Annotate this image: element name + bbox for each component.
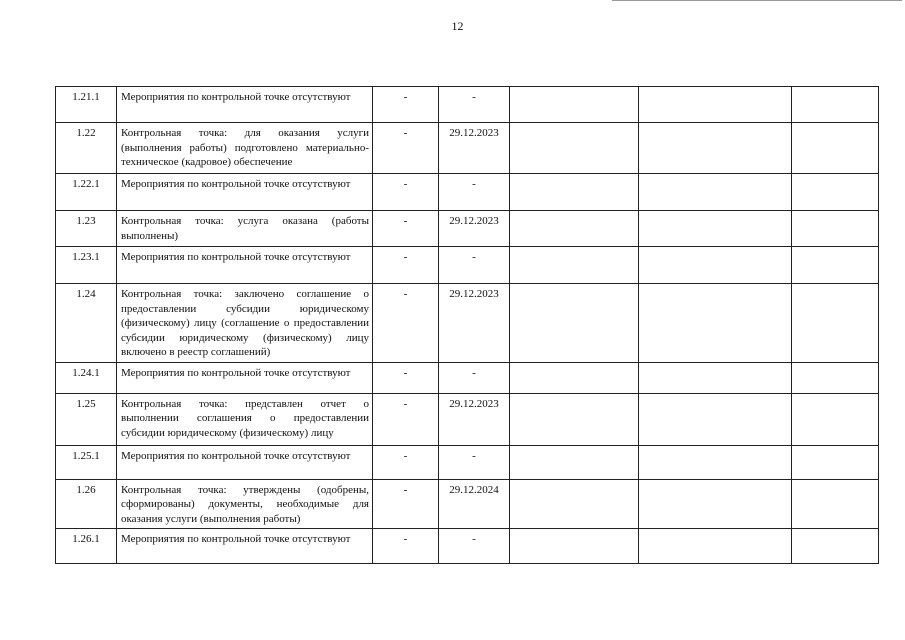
empty-cell-system	[792, 87, 879, 123]
empty-cell-system	[792, 123, 879, 174]
end-date-cell: -	[439, 529, 510, 564]
empty-cell-responsible	[510, 247, 639, 284]
start-date-cell: -	[373, 393, 439, 445]
table-row	[56, 123, 879, 174]
empty-cell-result	[639, 284, 792, 363]
empty-cell-responsible	[510, 123, 639, 174]
empty-cell-responsible	[510, 362, 639, 393]
control-point-name-cell: Контрольная точка: представлен отчет о выполнении соглашения о предоставлении субсидии юридическому (физическому) лицу	[117, 393, 373, 445]
empty-cell-system	[792, 445, 879, 479]
control-points-table	[55, 86, 879, 564]
table-row	[56, 284, 879, 363]
row-number-cell: 1.22	[56, 123, 117, 174]
empty-cell-responsible	[510, 211, 639, 247]
empty-cell-result	[639, 393, 792, 445]
table-row	[56, 445, 879, 479]
empty-cell-result	[639, 211, 792, 247]
start-date-cell: -	[373, 529, 439, 564]
row-number-cell: 1.23	[56, 211, 117, 247]
end-date-cell: 29.12.2023	[439, 284, 510, 363]
start-date-cell: -	[373, 284, 439, 363]
control-point-name-cell: Мероприятия по контрольной точке отсутствуют	[117, 362, 373, 393]
empty-cell-system	[792, 529, 879, 564]
start-date-cell: -	[373, 362, 439, 393]
end-date-cell: 29.12.2023	[439, 393, 510, 445]
empty-cell-result	[639, 362, 792, 393]
empty-cell-responsible	[510, 445, 639, 479]
empty-cell-result	[639, 123, 792, 174]
empty-cell-result	[639, 174, 792, 211]
table-body	[56, 87, 879, 564]
empty-cell-responsible	[510, 284, 639, 363]
row-number-cell: 1.24	[56, 284, 117, 363]
table-row	[56, 529, 879, 564]
empty-cell-system	[792, 393, 879, 445]
page-number: 12	[451, 19, 464, 33]
end-date-cell: 29.12.2023	[439, 123, 510, 174]
control-point-name-cell: Контрольная точка: утверждены (одобрены, сформированы) документы, необходимые для оказания услуги (выполнения работы)	[117, 479, 373, 529]
control-point-name-cell: Контрольная точка: для оказания услуги (выполнения работы) подготовлено материально-техническое (кадровое) обеспечение	[117, 123, 373, 174]
control-point-name-cell: Контрольная точка: услуга оказана (работы выполнены)	[117, 211, 373, 247]
empty-cell-responsible	[510, 174, 639, 211]
empty-cell-result	[639, 529, 792, 564]
table-row	[56, 174, 879, 211]
row-number-cell: 1.25	[56, 393, 117, 445]
top-edge-rule	[612, 0, 902, 1]
end-date-cell: -	[439, 445, 510, 479]
table-row	[56, 247, 879, 284]
empty-cell-system	[792, 247, 879, 284]
empty-cell-result	[639, 479, 792, 529]
row-number-cell: 1.25.1	[56, 445, 117, 479]
table-row	[56, 362, 879, 393]
empty-cell-system	[792, 211, 879, 247]
empty-cell-responsible	[510, 87, 639, 123]
start-date-cell: -	[373, 445, 439, 479]
control-point-name-cell: Мероприятия по контрольной точке отсутствуют	[117, 87, 373, 123]
end-date-cell: 29.12.2023	[439, 211, 510, 247]
table-row	[56, 211, 879, 247]
empty-cell-system	[792, 284, 879, 363]
empty-cell-responsible	[510, 479, 639, 529]
row-number-cell: 1.23.1	[56, 247, 117, 284]
control-point-name-cell: Мероприятия по контрольной точке отсутствуют	[117, 529, 373, 564]
end-date-cell: -	[439, 247, 510, 284]
start-date-cell: -	[373, 479, 439, 529]
end-date-cell: -	[439, 174, 510, 211]
start-date-cell: -	[373, 123, 439, 174]
empty-cell-system	[792, 362, 879, 393]
empty-cell-responsible	[510, 529, 639, 564]
row-number-cell: 1.22.1	[56, 174, 117, 211]
end-date-cell: 29.12.2024	[439, 479, 510, 529]
empty-cell-result	[639, 445, 792, 479]
control-point-name-cell: Мероприятия по контрольной точке отсутствуют	[117, 174, 373, 211]
start-date-cell: -	[373, 174, 439, 211]
table-row	[56, 393, 879, 445]
row-number-cell: 1.26	[56, 479, 117, 529]
row-number-cell: 1.24.1	[56, 362, 117, 393]
row-number-cell: 1.21.1	[56, 87, 117, 123]
empty-cell-result	[639, 247, 792, 284]
end-date-cell: -	[439, 87, 510, 123]
control-point-name-cell: Мероприятия по контрольной точке отсутствуют	[117, 247, 373, 284]
control-point-name-cell: Контрольная точка: заключено соглашение о предоставлении субсидии юридическому (физическому) лицу (соглашение о предоставлении субсидии юридическому (физическому) лицу включено в реестр соглашений)	[117, 284, 373, 363]
start-date-cell: -	[373, 87, 439, 123]
empty-cell-system	[792, 174, 879, 211]
empty-cell-responsible	[510, 393, 639, 445]
table-row	[56, 87, 879, 123]
row-number-cell: 1.26.1	[56, 529, 117, 564]
table-row	[56, 479, 879, 529]
start-date-cell: -	[373, 247, 439, 284]
control-point-name-cell: Мероприятия по контрольной точке отсутствуют	[117, 445, 373, 479]
empty-cell-result	[639, 87, 792, 123]
start-date-cell: -	[373, 211, 439, 247]
empty-cell-system	[792, 479, 879, 529]
end-date-cell: -	[439, 362, 510, 393]
